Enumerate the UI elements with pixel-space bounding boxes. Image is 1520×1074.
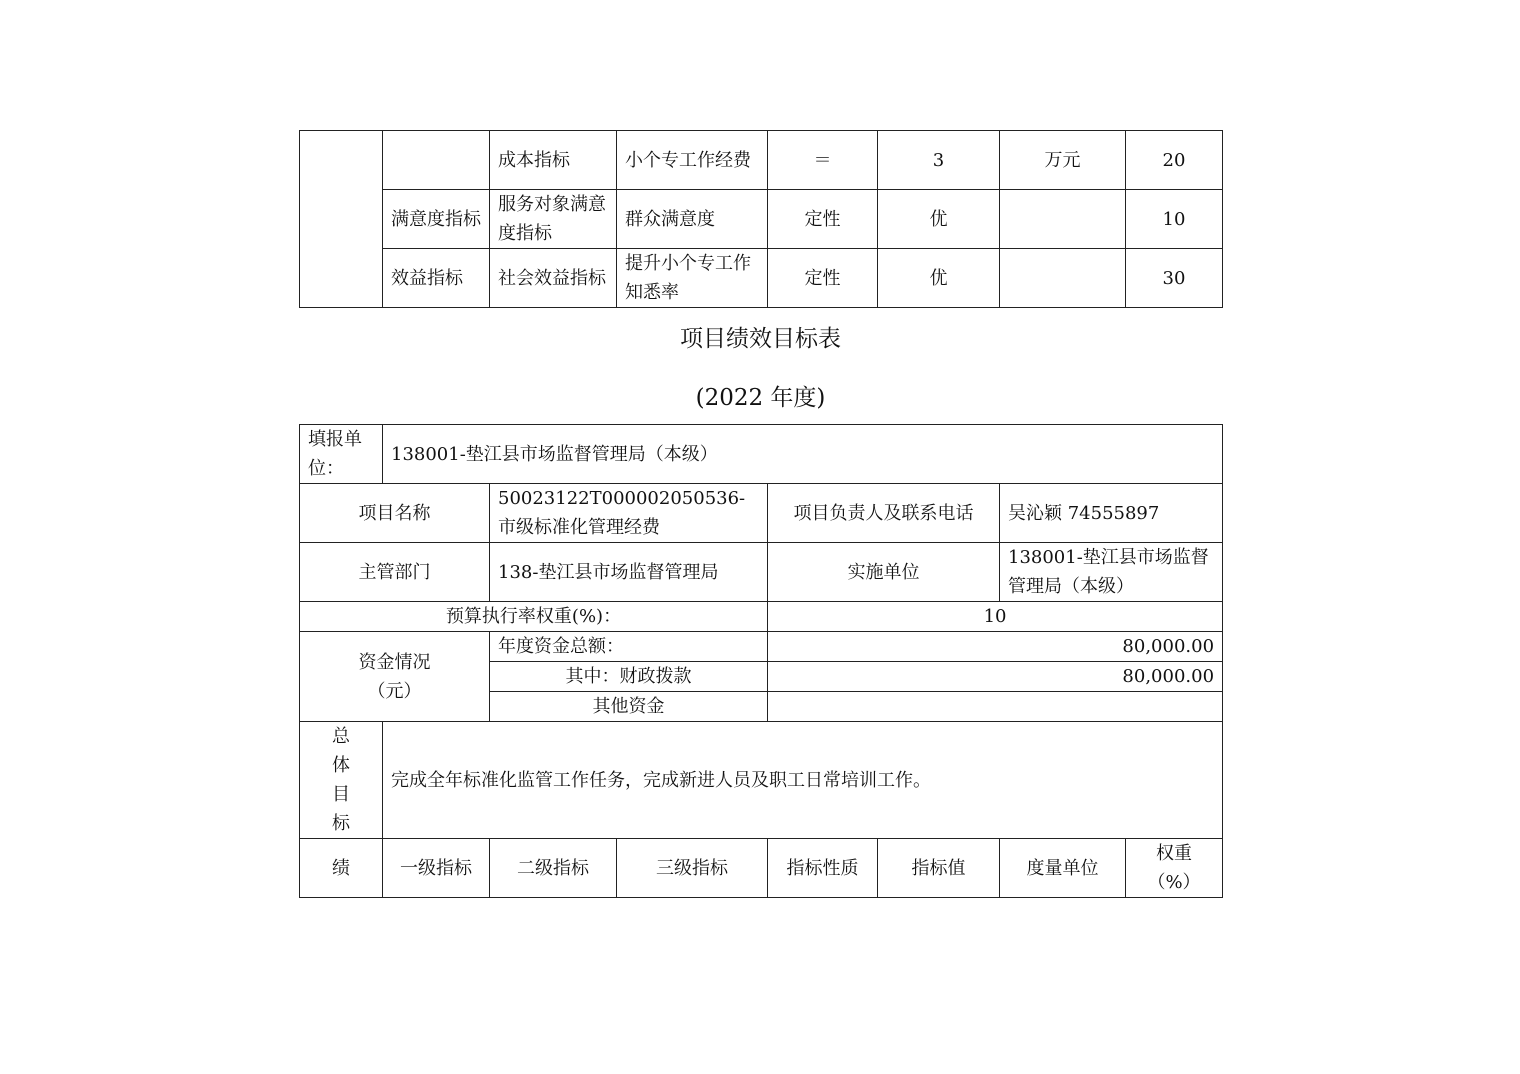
project-name-label: 项目名称 — [300, 484, 490, 543]
unit-cell — [1000, 249, 1126, 308]
budget-weight-label: 预算执行率权重(%)： — [300, 602, 768, 632]
level2-cell: 社会效益指标 — [490, 249, 617, 308]
nature-cell: ＝ — [768, 131, 878, 190]
value-cell: 优 — [878, 190, 1000, 249]
dept-label: 主管部门 — [300, 543, 490, 602]
goal-label-text: 总体目标 — [332, 726, 350, 834]
header-unit: 度量单位 — [1000, 839, 1126, 898]
header-col0: 绩 — [300, 839, 383, 898]
header-level1: 一级指标 — [383, 839, 490, 898]
category-cell — [300, 131, 383, 308]
document-title: 项目绩效目标表 — [680, 326, 841, 352]
header-weight: 权重（%） — [1126, 839, 1223, 898]
performance-goal-table — [299, 424, 1223, 898]
level1-cell: 满意度指标 — [383, 190, 490, 249]
impl-label: 实施单位 — [768, 543, 1000, 602]
budget-weight-value: 10 — [768, 602, 1223, 632]
unit-label: 填报单位： — [300, 425, 383, 484]
nature-cell: 定性 — [768, 249, 878, 308]
goal-value: 完成全年标准化监管工作任务，完成新进人员及职工日常培训工作。 — [383, 722, 1223, 839]
funds-fiscal-label: 其中：财政拨款 — [490, 662, 768, 692]
unit-value: 138001-垫江县市场监督管理局（本级） — [383, 425, 1223, 484]
level1-cell: 效益指标 — [383, 249, 490, 308]
funds-total-value: 80,000.00 — [768, 632, 1223, 662]
contact-value: 吴沁颖 74555897 — [1000, 484, 1223, 543]
nature-cell: 定性 — [768, 190, 878, 249]
level3-cell: 提升小个专工作知悉率 — [617, 249, 768, 308]
goal-label — [300, 722, 383, 839]
header-nature: 指标性质 — [768, 839, 878, 898]
level2-cell: 成本指标 — [490, 131, 617, 190]
document-year: (2022 年度) — [695, 385, 826, 411]
value-cell: 3 — [878, 131, 1000, 190]
funds-other-value — [768, 692, 1223, 722]
value-cell: 优 — [878, 249, 1000, 308]
funds-total-label: 年度资金总额： — [490, 632, 768, 662]
level3-cell: 群众满意度 — [617, 190, 768, 249]
weight-cell: 20 — [1126, 131, 1223, 190]
top-indicator-table — [299, 130, 1223, 308]
level3-cell: 小个专工作经费 — [617, 131, 768, 190]
header-value: 指标值 — [878, 839, 1000, 898]
header-level3: 三级指标 — [617, 839, 768, 898]
unit-cell: 万元 — [1000, 131, 1126, 190]
header-level2: 二级指标 — [490, 839, 617, 898]
dept-value: 138-垫江县市场监督管理局 — [490, 543, 768, 602]
funds-fiscal-value: 80,000.00 — [768, 662, 1223, 692]
unit-cell — [1000, 190, 1126, 249]
weight-cell: 30 — [1126, 249, 1223, 308]
weight-cell: 10 — [1126, 190, 1223, 249]
funds-label-text: 资金情况（元） — [358, 651, 431, 702]
level2-cell: 服务对象满意度指标 — [490, 190, 617, 249]
funds-other-label: 其他资金 — [490, 692, 768, 722]
project-name-value: 50023122T000002050536-市级标准化管理经费 — [490, 484, 768, 543]
impl-value: 138001-垫江县市场监督管理局（本级） — [1000, 543, 1223, 602]
level1-cell — [383, 131, 490, 190]
contact-label: 项目负责人及联系电话 — [768, 484, 1000, 543]
funds-label — [300, 632, 490, 722]
